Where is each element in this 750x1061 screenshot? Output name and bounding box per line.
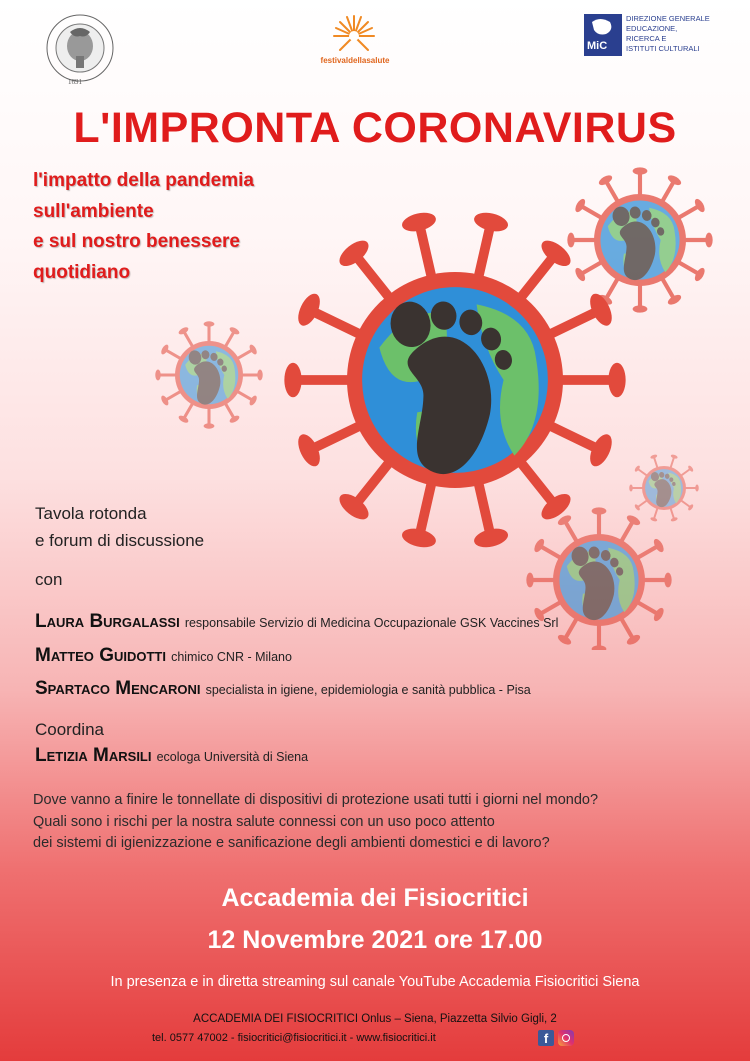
question-line: dei sistemi di igienizzazione e sanificazione degli ambienti domestici e di lavoro? <box>33 835 550 851</box>
mic-text-line: ISTITUTI CULTURALI <box>626 44 700 53</box>
facebook-icon[interactable]: f <box>538 1030 554 1046</box>
streaming-info: In presenza e in diretta streaming sul canale YouTube Accademia Fisiocritici Siena <box>110 974 640 990</box>
festival-della-salute-logo <box>314 14 394 84</box>
footer-contacts: tel. 0577 47002 - fisiocritici@fisiocritici.it - www.fisiocritici.it <box>152 1032 436 1044</box>
small-virus-earth <box>629 454 699 522</box>
speaker-row <box>35 645 292 667</box>
subtitle-line: l'impatto della pandemia <box>33 170 254 191</box>
mic-mark <box>584 14 622 56</box>
footer-address: ACCADEMIA DEI FISIOCRITICI Onlus – Siena, Piazzetta Silvio Gigli, 2 <box>193 1013 557 1025</box>
logo-year: 1691 <box>68 78 82 86</box>
small-virus-earth <box>567 167 712 312</box>
event-type <box>35 500 204 554</box>
main-virus-earth <box>284 210 625 550</box>
speaker-name: Spartaco Mencaroni <box>35 678 201 699</box>
coordinator-role: ecologa Università di Siena <box>156 750 309 764</box>
mic-text-line: RICERCA E <box>626 34 667 43</box>
speaker-role: chimico CNR - Milano <box>171 650 292 664</box>
subtitle-line: quotidiano <box>33 261 131 283</box>
con-label: con <box>35 570 63 589</box>
mic-text-block <box>626 14 710 54</box>
accademia-fisiocritici-logo <box>42 12 118 84</box>
instagram-icon[interactable] <box>558 1030 574 1046</box>
speaker-row <box>35 611 558 633</box>
subtitle <box>33 166 333 288</box>
main-title: L'IMPRONTA CORONAVIRUS <box>73 104 677 152</box>
speaker-name: Matteo Guidotti <box>35 645 166 666</box>
coordinator-row <box>35 745 308 767</box>
speaker-row <box>35 678 531 700</box>
subtitle-line: sull'ambiente <box>33 200 154 222</box>
discussion-questions <box>33 790 598 855</box>
subtitle-line: e sul nostro benessere <box>33 231 240 252</box>
speaker-role: responsabile Servizio di Medicina Occupazionale GSK Vaccines Srl <box>184 616 559 630</box>
small-virus-earth <box>155 321 262 428</box>
venue: Accademia dei Fisiocritici <box>221 884 529 912</box>
coordina-label: Coordina <box>35 720 104 739</box>
question-line: Dove vanno a finire le tonnellate di dispositivi di protezione usati tutti i giorni nel mondo? <box>33 792 599 808</box>
speaker-name: Laura Burgalassi <box>35 611 180 632</box>
speaker-role: specialista in igiene, epidemiologia e sanità pubblica - Pisa <box>205 683 531 697</box>
mic-text-line: DIREZIONE GENERALE <box>626 14 710 23</box>
coordinator-name: Letizia Marsili <box>35 745 152 766</box>
festival-logo-text: festivaldellasalute <box>320 56 390 65</box>
event-type-line: Tavola rotonda <box>35 504 147 523</box>
mic-text-line: EDUCAZIONE, <box>626 24 678 33</box>
mic-mark-text: MiC <box>587 40 608 52</box>
event-type-line: e forum di discussione <box>35 531 205 550</box>
mic-direzione-generale-logo <box>584 14 734 62</box>
event-date: 12 Novembre 2021 ore 17.00 <box>207 926 543 954</box>
question-line: Quali sono i rischi per la nostra salute connessi con un uso poco attento <box>33 813 495 830</box>
